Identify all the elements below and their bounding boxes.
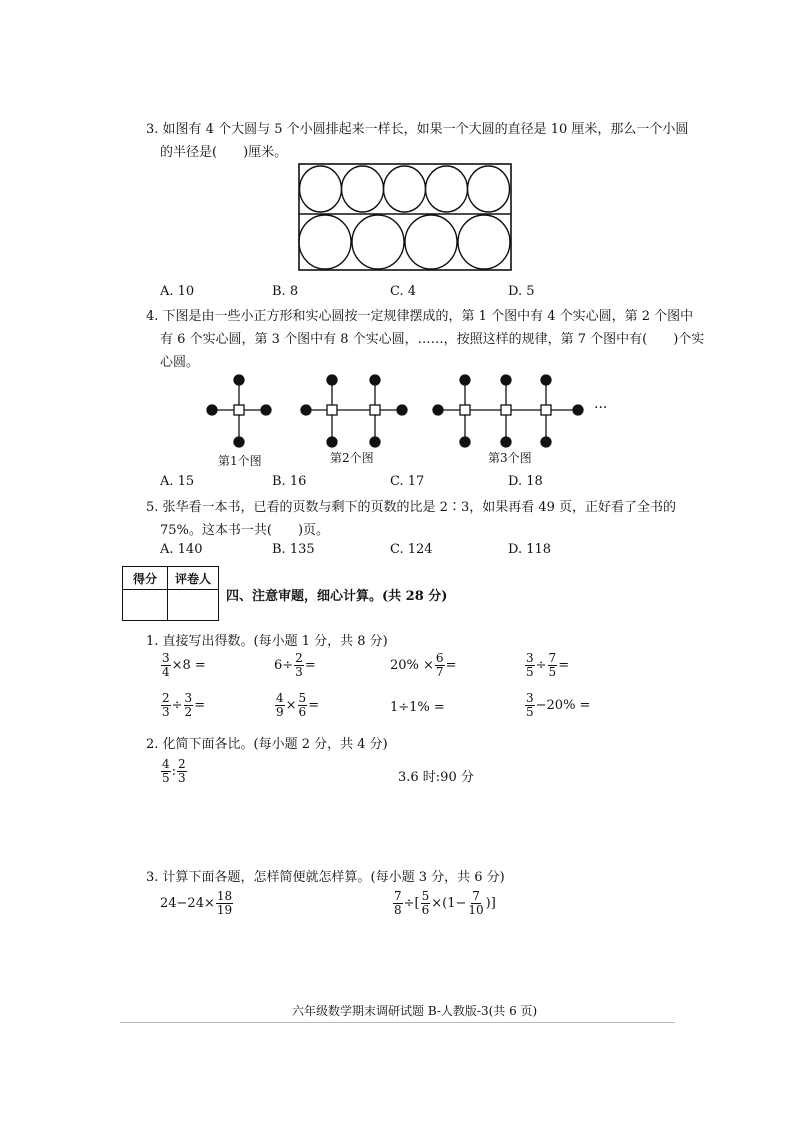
q4-text-line3: 心圆。 bbox=[160, 355, 200, 370]
grader-cell[interactable] bbox=[168, 590, 219, 621]
q3-circles-figure bbox=[298, 163, 512, 271]
part3-title: 3. 计算下面各题，怎样简便就怎样算。(每小题 3 分，共 6 分) bbox=[146, 870, 505, 885]
q5-text-line2: 75%。这本书一共( )页。 bbox=[160, 523, 330, 538]
page-footer: 六年级数学期末调研试题 B-人教版-3(共 6 页) bbox=[292, 1004, 538, 1018]
q5-option-b: B. 135 bbox=[272, 542, 315, 557]
q4-fig-label-2: 第2个图 bbox=[330, 451, 374, 465]
expr-3: 20% × $\frac{6}{7}$ = bbox=[390, 651, 457, 679]
ratio-expr-1: $\frac{4}{5}$ : $\frac{2}{3}$ bbox=[162, 757, 186, 785]
q5-option-a: A. 140 bbox=[160, 542, 203, 557]
q4-option-d: D. 18 bbox=[508, 474, 543, 489]
q4-fig-label-1: 第1个图 bbox=[218, 454, 262, 468]
expr-7: 1÷1% = bbox=[390, 700, 445, 715]
q4-option-c: C. 17 bbox=[390, 474, 425, 489]
q3-option-c: C. 4 bbox=[390, 284, 417, 299]
q4-text-line1: 4. 下图是由一些小正方形和实心圆按一定规律摆成的，第 1 个图中有 4 个实心圆，第 2 个图中 bbox=[146, 309, 694, 324]
expr-4: $\frac{3}{5}$ ÷ $\frac{7}{5}$ = bbox=[526, 651, 570, 679]
grader-header: 评卷人 bbox=[168, 567, 219, 590]
q5-option-c: C. 124 bbox=[390, 542, 433, 557]
score-table bbox=[122, 566, 219, 621]
score-header: 得分 bbox=[123, 567, 168, 590]
score-cell[interactable] bbox=[123, 590, 168, 621]
q4-option-a: A. 15 bbox=[160, 474, 195, 489]
q4-fig-label-3: 第3个图 bbox=[488, 451, 532, 465]
section-4-title: 四、注意审题，细心计算。(共 28 分) bbox=[226, 589, 448, 604]
q3-option-a: A. 10 bbox=[160, 284, 195, 299]
q4-text-line2: 有 6 个实心圆，第 3 个图中有 8 个实心圆，……，按照这样的规律，第 7 个图中有( )个实 bbox=[160, 332, 705, 347]
q3-text-line2: 的半径是( )厘米。 bbox=[160, 145, 288, 160]
expr-6: $\frac{4}{9}$ × $\frac{5}{6}$ = bbox=[276, 691, 320, 719]
q3-option-d: D. 5 bbox=[508, 284, 535, 299]
ratio-expr-2: 3.6 时:90 分 bbox=[398, 770, 474, 785]
expr-1: $\frac{3}{4}$ ×8 = bbox=[162, 651, 206, 679]
part1-title: 1. 直接写出得数。(每小题 1 分，共 8 分) bbox=[146, 634, 388, 649]
footer-divider bbox=[120, 1022, 675, 1023]
q5-text-line1: 5. 张华看一本书，已看的页数与剩下的页数的比是 2∶3，如果再看 49 页，正好看了全书的 bbox=[146, 500, 677, 515]
q5-option-d: D. 118 bbox=[508, 542, 552, 557]
expr-5: $\frac{2}{3}$ ÷ $\frac{3}{2}$ = bbox=[162, 691, 206, 719]
part2-title: 2. 化简下面各比。(每小题 2 分，共 4 分) bbox=[146, 737, 388, 752]
q4-pattern-figure bbox=[200, 370, 620, 450]
q4-ellipsis: ··· bbox=[594, 400, 608, 416]
calc-expr-2: $\frac{7}{8}$ ÷[ $\frac{5}{6}$ ×(1− $\frac{7}{10}$ )] bbox=[394, 889, 496, 917]
calc-expr-1: 24−24× $\frac{18}{19}$ bbox=[160, 889, 233, 917]
expr-2: 6÷ $\frac{2}{3}$ = bbox=[274, 651, 316, 679]
q4-option-b: B. 16 bbox=[272, 474, 307, 489]
expr-8: $\frac{3}{5}$ −20% = bbox=[526, 691, 591, 719]
q3-option-b: B. 8 bbox=[272, 284, 299, 299]
q3-text-line1: 3. 如图有 4 个大圆与 5 个小圆排起来一样长，如果一个大圆的直径是 10 厘米，那么一个小圆 bbox=[146, 122, 689, 137]
